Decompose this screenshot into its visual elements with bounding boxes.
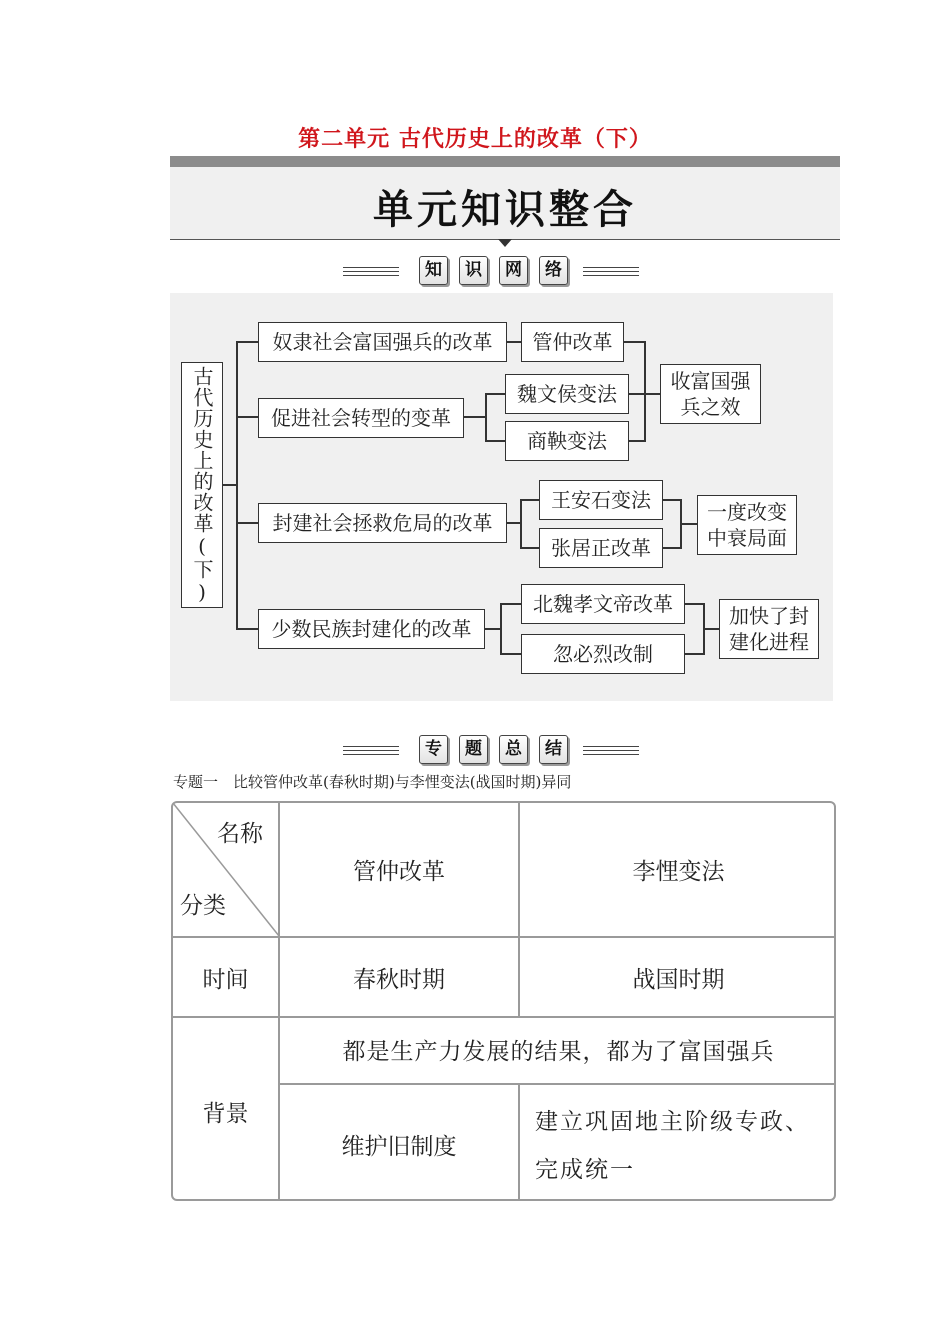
connector <box>485 393 487 441</box>
connector <box>685 603 704 605</box>
connector <box>685 653 704 655</box>
heading-deco-left <box>343 744 399 758</box>
connector <box>629 393 645 395</box>
mindmap-leaf: 商鞅变法 <box>505 421 629 461</box>
mindmap-leaf: 忽必烈改制 <box>521 634 685 674</box>
connector <box>236 416 258 418</box>
connector <box>520 547 539 549</box>
section-heading-network <box>343 256 643 290</box>
heading-char: 结 <box>539 735 568 764</box>
mindmap-leaf: 王安石变法 <box>539 480 663 520</box>
corner-header-top: 名称 <box>217 821 263 847</box>
heading-char: 网 <box>499 256 528 285</box>
mindmap-effect-line: 一度改变 <box>707 500 787 524</box>
heading-char: 知 <box>419 256 448 285</box>
heading-deco-right <box>583 265 639 279</box>
banner-title: 单元知识整合 <box>373 187 637 233</box>
connector <box>500 653 521 655</box>
mindmap-effect-line: 建化进程 <box>729 630 809 654</box>
connector <box>236 341 258 343</box>
corner-header-bottom: 分类 <box>180 893 226 919</box>
mindmap-effect-line: 兵之效 <box>680 395 741 419</box>
cell-background-likui-line1: 建立巩固地主阶级专政、 <box>535 1109 810 1135</box>
connector <box>236 628 258 630</box>
mindmap-branch: 促进社会转型的变革 <box>258 398 464 438</box>
mindmap-leaf: 魏文侯变法 <box>505 374 629 414</box>
mindmap-leaf: 张居正改革 <box>539 528 663 568</box>
mindmap-effect-line: 收富国强 <box>670 369 751 393</box>
connector <box>236 522 258 524</box>
comparison-table <box>171 801 836 1201</box>
heading-char: 识 <box>459 256 488 285</box>
connector <box>236 341 238 629</box>
cell-background-common: 都是生产力发展的结果，都为了富国强兵 <box>342 1039 775 1065</box>
topic-caption: 专题一 比较管仲改革(春秋时期)与李悝变法(战国时期)异同 <box>173 773 572 791</box>
mindmap-effect-line: 中衰局面 <box>707 526 787 550</box>
heading-char: 题 <box>459 735 488 764</box>
connector <box>644 393 660 395</box>
mindmap-effect <box>719 599 819 659</box>
heading-char: 专 <box>419 735 448 764</box>
connector <box>663 499 681 501</box>
connector <box>644 341 646 442</box>
connector <box>223 484 237 486</box>
connector <box>507 341 521 343</box>
connector <box>485 628 501 630</box>
cell-background-likui-line2: 完成统一 <box>535 1157 635 1183</box>
connector <box>507 522 521 524</box>
mindmap-leaf: 北魏孝文帝改革 <box>521 584 685 624</box>
connector <box>520 499 539 501</box>
heading-deco-right <box>583 744 639 758</box>
column-header-likui: 李悝变法 <box>632 859 725 885</box>
mindmap-branch: 奴隶社会富国强兵的改革 <box>258 322 507 362</box>
cell-background-guanzhong: 维护旧制度 <box>341 1134 457 1160</box>
heading-char: 络 <box>539 256 568 285</box>
heading-char: 总 <box>499 735 528 764</box>
connector <box>485 393 505 395</box>
banner-pointer-icon <box>498 239 512 247</box>
banner-top-bar <box>170 156 840 167</box>
connector <box>464 416 486 418</box>
heading-deco-left <box>343 265 399 279</box>
connector <box>485 440 505 442</box>
mindmap-leaf: 管仲改革 <box>521 322 624 362</box>
connector <box>520 499 522 549</box>
mindmap-branch: 少数民族封建化的改革 <box>258 609 485 649</box>
column-header-guanzhong: 管仲改革 <box>353 859 445 885</box>
mindmap-effect <box>697 495 797 555</box>
table-gridline <box>173 936 836 938</box>
row-label-background: 背景 <box>202 1101 249 1127</box>
connector <box>629 440 645 442</box>
connector <box>703 628 719 630</box>
connector <box>500 603 521 605</box>
cell-time-guanzhong: 春秋时期 <box>353 967 445 993</box>
mindmap-branch: 封建社会拯救危局的改革 <box>258 503 507 543</box>
section-heading-summary <box>343 735 643 769</box>
mindmap-effect <box>660 364 761 424</box>
unit-title: 第二单元 古代历史上的改革（下） <box>298 127 652 152</box>
mindmap-root-label: 古代历史上的改革(下) <box>190 365 214 605</box>
mindmap-root <box>181 362 223 608</box>
connector <box>500 603 502 655</box>
cell-time-likui: 战国时期 <box>632 967 725 993</box>
table-gridline <box>279 1083 836 1085</box>
connector <box>624 341 645 343</box>
mindmap-effect-line: 加快了封 <box>729 604 809 628</box>
table-gridline <box>173 1016 836 1018</box>
row-label-time: 时间 <box>202 967 249 993</box>
connector <box>663 547 681 549</box>
connector <box>680 523 697 525</box>
